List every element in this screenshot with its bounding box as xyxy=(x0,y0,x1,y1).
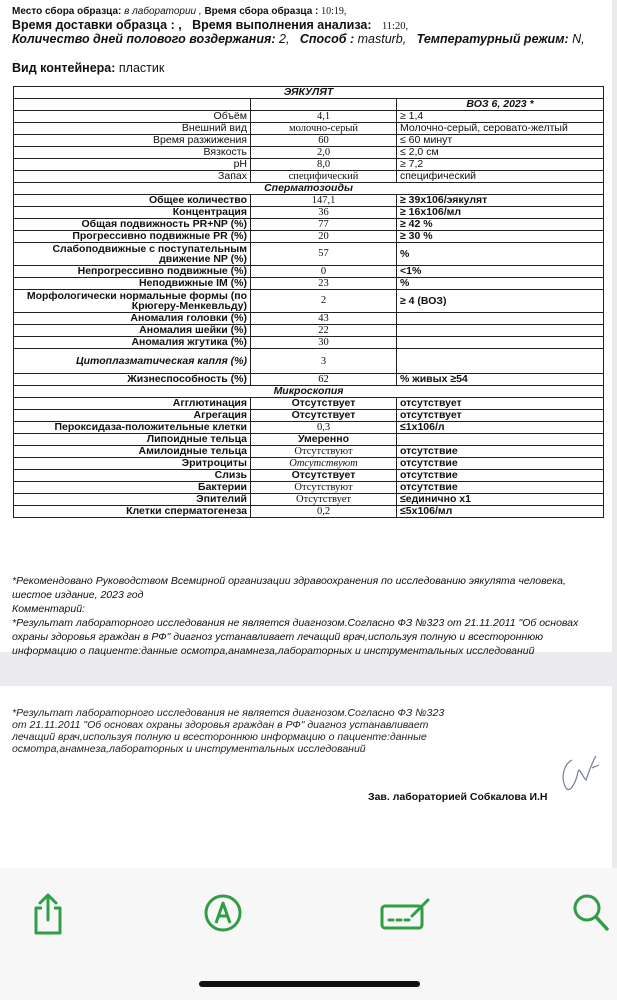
parameter-name: Клетки сперматогенеза xyxy=(14,506,251,518)
reference-value: отсутствует xyxy=(397,398,604,410)
table-title-row xyxy=(14,87,604,99)
parameter-name: Прогрессивно подвижные PR (%) xyxy=(14,231,251,243)
parameter-name: Амилоидные тельца xyxy=(14,446,251,458)
container-value: пластик xyxy=(118,61,165,75)
disclaimer-text: *Результат лабораторного исследования не является диагнозом.Согласно ФЗ №323 от 21.11.2011 "Об основах охраны здоровья граждан в РФ" диагноз устанавливает лечащий врач,используя полную и всестороннюю информацию о пациенте:данные осмотра,анамнеза,лабораторных и инструментальных исследований xyxy=(12,617,579,657)
parameter-value: Отсутствует xyxy=(251,470,397,482)
table-row xyxy=(14,434,604,446)
analysis-time-label: Время выполнения анализа: xyxy=(192,18,372,32)
parameter-value: Отсутствуют xyxy=(251,482,397,494)
table-row xyxy=(14,207,604,219)
parameter-name: Общее количество xyxy=(14,195,251,207)
parameter-name: Общая подвижность PR+NP (%) xyxy=(14,219,251,231)
table-row xyxy=(14,243,604,266)
share-icon[interactable] xyxy=(28,893,68,940)
table-row xyxy=(14,422,604,434)
container-label: Вид контейнера: xyxy=(12,61,116,75)
reference-title: ВОЗ 6, 2023 * xyxy=(397,99,604,111)
table-row xyxy=(14,482,604,494)
parameter-name: Время разжижения xyxy=(14,135,251,147)
table-row xyxy=(14,398,604,410)
section-row xyxy=(14,386,604,398)
reference-value xyxy=(397,313,604,325)
table-row xyxy=(14,506,604,518)
reference-value: ≥ 42 % xyxy=(397,219,604,231)
parameter-name: Эпителий xyxy=(14,494,251,506)
table-row xyxy=(14,135,604,147)
document-page-2 xyxy=(0,686,612,868)
parameter-name: Пероксидаза-положительные клетки xyxy=(14,422,251,434)
table-row xyxy=(14,446,604,458)
table-row xyxy=(14,325,604,337)
parameter-value: Отсутствует xyxy=(251,398,397,410)
parameter-value: Отсутствуют xyxy=(251,458,397,470)
parameter-name: Запах xyxy=(14,171,251,183)
parameter-name: Аномалия жгутика (%) xyxy=(14,337,251,349)
section-title-microscopy: Микроскопия xyxy=(14,386,604,398)
collection-place-line xyxy=(12,6,346,17)
reference-value: <1% xyxy=(397,266,604,278)
parameter-value: 2 xyxy=(251,290,397,313)
temperature-label: Температурный режим: xyxy=(416,32,569,46)
parameter-value: 20 xyxy=(251,231,397,243)
parameter-name: Объём xyxy=(14,111,251,123)
parameter-name: pH xyxy=(14,159,251,171)
reference-value: ≤1x106/л xyxy=(397,422,604,434)
parameter-value: 2,0 xyxy=(251,147,397,159)
parameter-value: 0,2 xyxy=(251,506,397,518)
abstinence-line xyxy=(12,32,604,46)
reference-value: % живых ≥54 xyxy=(397,374,604,386)
container-line xyxy=(12,61,164,75)
parameter-value: 4,1 xyxy=(251,111,397,123)
delivery-separator: , xyxy=(178,18,182,32)
empty-cell xyxy=(14,99,251,111)
parameter-name: Агрегация xyxy=(14,410,251,422)
reference-value: ≥ 4 (ВОЗ) xyxy=(397,290,604,313)
parameter-value: 22 xyxy=(251,325,397,337)
parameter-name: Аномалия шейки (%) xyxy=(14,325,251,337)
reference-value: специфический xyxy=(397,171,604,183)
table-row xyxy=(14,219,604,231)
parameter-name: Жизнеспособность (%) xyxy=(14,374,251,386)
reference-value: отсутствие xyxy=(397,482,604,494)
reference-value: Молочно-серый, серовато-желтый xyxy=(397,123,604,135)
parameter-value: Умеренно xyxy=(251,434,397,446)
reference-value: ≥ 7,2 xyxy=(397,159,604,171)
disclaimer-overflow-text: *Результат лабораторного исследования не является диагнозом.Согласно ФЗ №323 от 21.11.2011 "Об основах охраны здоровья граждан в РФ" диагноз устанавливает лечащий врач,используя полную и всестороннюю информацию о пациенте:данные осмотра,анамнеза,лабораторных и инструментальных исследований xyxy=(12,707,445,755)
reference-value: ≤единично x1 xyxy=(397,494,604,506)
parameter-name: Вязкость xyxy=(14,147,251,159)
parameter-name: Неподвижные IM (%) xyxy=(14,278,251,290)
table-row xyxy=(14,290,604,313)
parameter-value: 57 xyxy=(251,243,397,266)
reference-value xyxy=(397,325,604,337)
parameter-value: Отсутствуют xyxy=(251,446,397,458)
who-footnote: *Рекомендовано Руководством Всемирной организации здравоохранения по исследованию эякулята человека, шестое издание, 2023 год xyxy=(12,575,566,601)
lab-head-signature: Зав. лабораторией Собкалова И.Н xyxy=(368,791,548,803)
method-value: masturb, xyxy=(357,32,407,46)
table-row xyxy=(14,349,604,374)
reference-value: ≤5x106/мл xyxy=(397,506,604,518)
reference-value: % xyxy=(397,278,604,290)
markup-icon[interactable] xyxy=(203,893,243,938)
parameter-value: 30 xyxy=(251,337,397,349)
results-table xyxy=(13,86,604,518)
parameter-name: Непрогрессивно подвижные (%) xyxy=(14,266,251,278)
reference-value: отсутствует xyxy=(397,410,604,422)
collection-time-label: Время сбора образца : xyxy=(204,6,319,17)
parameter-name: Концентрация xyxy=(14,207,251,219)
table-row xyxy=(14,123,604,135)
table-row xyxy=(14,458,604,470)
section-title-sperm: Сперматозоиды xyxy=(14,183,604,195)
parameter-value: 23 xyxy=(251,278,397,290)
table-row xyxy=(14,266,604,278)
reference-value: ≤ 2,0 см xyxy=(397,147,604,159)
table-row xyxy=(14,313,604,325)
disclaimer-overflow-line xyxy=(12,707,452,755)
table-row xyxy=(14,159,604,171)
parameter-name: Бактерии xyxy=(14,482,251,494)
delivery-label: Время доставки образца : xyxy=(12,18,175,32)
table-row xyxy=(14,494,604,506)
table-row xyxy=(14,111,604,123)
parameter-value: 8,0 xyxy=(251,159,397,171)
reference-value: ≥ 30 % xyxy=(397,231,604,243)
parameter-name: Липоидные тельца xyxy=(14,434,251,446)
reference-value: отсутствие xyxy=(397,446,604,458)
reference-value xyxy=(397,337,604,349)
reference-value: % xyxy=(397,243,604,266)
table-ref-header-row xyxy=(14,99,604,111)
temperature-value: N, xyxy=(572,32,585,46)
parameter-value: 43 xyxy=(251,313,397,325)
reference-value xyxy=(397,434,604,446)
empty-cell xyxy=(251,99,397,111)
table-row xyxy=(14,337,604,349)
parameter-name: Морфологически нормальные формы (по Крюгеру-Менкевльду) xyxy=(14,290,251,313)
reference-value: ≥ 16x106/мл xyxy=(397,207,604,219)
reference-value: ≥ 39x106/эякулят xyxy=(397,195,604,207)
collection-place-value: в лаборатории , xyxy=(124,6,202,17)
parameter-name: Слабоподвижные с поступательным движение NP (%) xyxy=(14,243,251,266)
analysis-time-value: 11:20, xyxy=(381,21,409,32)
parameter-value: 77 xyxy=(251,219,397,231)
method-label: Способ : xyxy=(299,32,355,46)
abstinence-label: Количество дней полового воздержания: xyxy=(12,32,276,46)
signature-icon[interactable] xyxy=(380,896,432,937)
parameter-name: Цитоплазматическая капля (%) xyxy=(14,349,251,374)
table-row xyxy=(14,147,604,159)
table-row xyxy=(14,171,604,183)
parameter-name: Слизь xyxy=(14,470,251,482)
parameter-value: специфический xyxy=(251,171,397,183)
reference-value: ≤ 60 минут xyxy=(397,135,604,147)
parameter-name: Внешний вид xyxy=(14,123,251,135)
parameter-name: Эритроциты xyxy=(14,458,251,470)
signature-mark-icon xyxy=(552,742,602,800)
parameter-name: Агглютинация xyxy=(14,398,251,410)
table-row xyxy=(14,195,604,207)
abstinence-value: 2, xyxy=(279,32,290,46)
collection-place-label: Место сбора образца: xyxy=(12,6,122,17)
parameter-value: 147,1 xyxy=(251,195,397,207)
parameter-value: 3 xyxy=(251,349,397,374)
reference-value: отсутствие xyxy=(397,470,604,482)
table-row xyxy=(14,231,604,243)
parameter-value: 0 xyxy=(251,266,397,278)
table-row xyxy=(14,410,604,422)
parameter-value: 62 xyxy=(251,374,397,386)
parameter-name: Аномалия головки (%) xyxy=(14,313,251,325)
comment-label: Комментарий: xyxy=(12,603,85,615)
section-row xyxy=(14,183,604,195)
delivery-line xyxy=(12,18,408,32)
parameter-value: 0,3 xyxy=(251,422,397,434)
reference-value: отсутствие xyxy=(397,458,604,470)
home-indicator xyxy=(199,981,420,987)
parameter-value: 60 xyxy=(251,135,397,147)
reference-value xyxy=(397,349,604,374)
collection-time-value: 10:19, xyxy=(321,6,347,17)
reference-value: ≥ 1,4 xyxy=(397,111,604,123)
parameter-value: 36 xyxy=(251,207,397,219)
parameter-value: Отсутствует xyxy=(251,410,397,422)
table-row xyxy=(14,374,604,386)
search-icon[interactable] xyxy=(572,893,610,938)
table-title: ЭЯКУЛЯТ xyxy=(14,87,604,99)
parameter-value: Отсутствует xyxy=(251,494,397,506)
table-row xyxy=(14,470,604,482)
parameter-value: молочно-серый xyxy=(251,123,397,135)
table-row xyxy=(14,278,604,290)
